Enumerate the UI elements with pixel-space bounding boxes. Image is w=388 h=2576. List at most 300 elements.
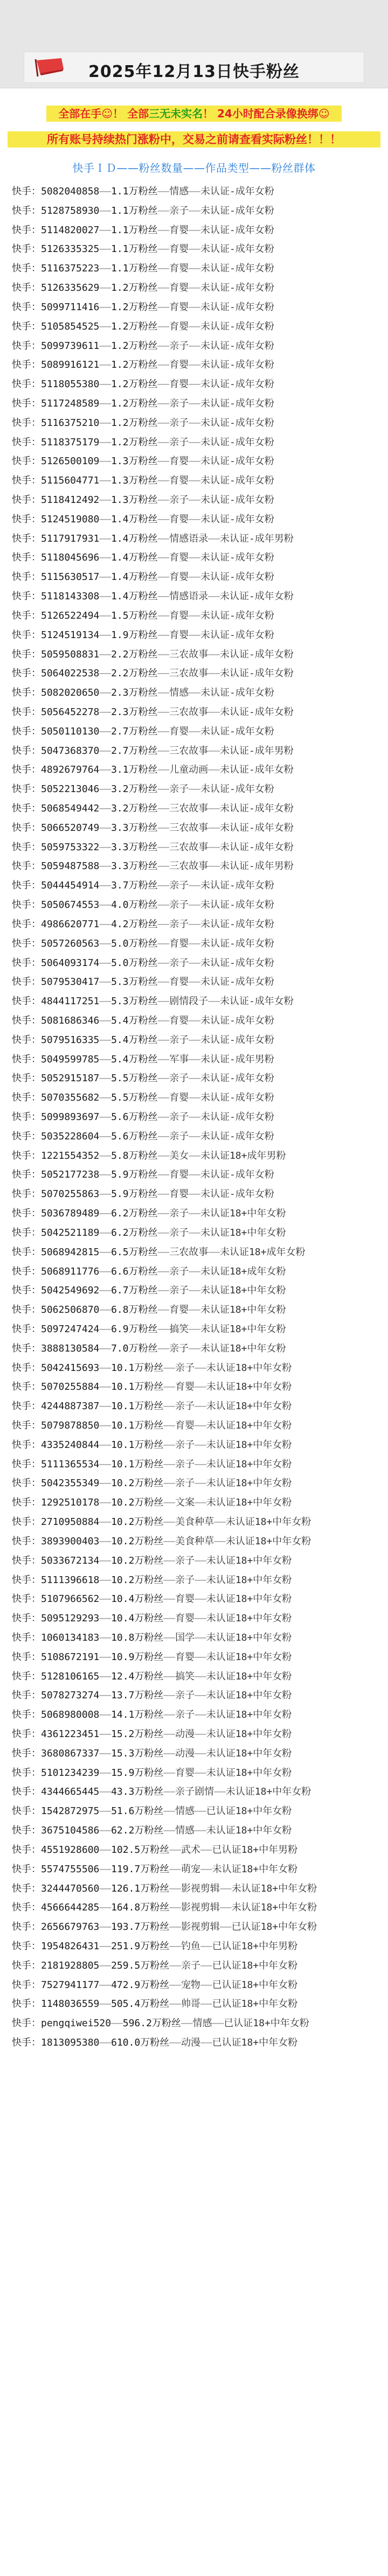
separator: ——	[99, 1304, 112, 1316]
fan-audience: 未认证-成年女粉	[200, 1034, 274, 1046]
fan-count: 119.7万粉丝	[111, 1863, 170, 1875]
row-label: 快手：	[12, 1555, 41, 1566]
separator: ——	[200, 1959, 212, 1971]
fan-count: 1.2万粉丝	[111, 436, 158, 448]
separator: ——	[157, 1169, 170, 1181]
separator: ——	[208, 745, 220, 757]
row-label: 快手：	[12, 1709, 41, 1721]
row-label: 快手：	[12, 841, 41, 853]
account-id: 5042355349	[41, 1478, 100, 1489]
fan-count: 1.4万粉丝	[111, 513, 158, 525]
content-type: 育婴	[169, 610, 189, 621]
account-id: 5574755506	[41, 1863, 100, 1875]
list-item	[12, 1416, 378, 1436]
account-id: 5052915187	[41, 1073, 100, 1084]
separator: ——	[157, 224, 170, 236]
separator: ——	[99, 841, 112, 853]
content-type: 亲子	[169, 1285, 189, 1297]
row-label: 快手：	[12, 1863, 41, 1875]
content-type: 育婴	[169, 243, 189, 255]
separator: ——	[99, 1921, 112, 1933]
separator: ——	[99, 1709, 112, 1721]
fan-audience: 未认证18+中年女粉	[212, 1863, 298, 1875]
content-type: 育婴	[169, 571, 189, 583]
fan-count: 259.5万粉丝	[111, 1959, 170, 1971]
list-item	[12, 1493, 378, 1513]
content-type: 育婴	[169, 475, 189, 487]
separator: ——	[163, 1401, 176, 1412]
fan-count: 193.7万粉丝	[111, 1921, 170, 1933]
separator: ——	[163, 1574, 176, 1586]
separator: ——	[189, 417, 200, 429]
separator: ——	[99, 1401, 112, 1412]
row-label: 快手：	[12, 1844, 41, 1856]
list-item	[12, 645, 378, 664]
content-type: 亲子	[169, 1227, 189, 1238]
account-id: 5107966562	[41, 1593, 100, 1605]
separator: ——	[195, 1439, 206, 1451]
row-label: 快手：	[12, 918, 41, 930]
content-type: 宠物	[181, 1979, 200, 1991]
fan-count: 6.6万粉丝	[111, 1265, 158, 1277]
row-label: 快手：	[12, 1053, 41, 1065]
list-item	[12, 1377, 378, 1397]
row-label: 快手：	[12, 976, 41, 988]
separator: ——	[163, 1535, 176, 1547]
separator: ——	[99, 996, 112, 1007]
fan-count: 164.8万粉丝	[111, 1902, 170, 1914]
row-label: 快手：	[12, 764, 41, 776]
fan-audience: 未认证-成年女粉	[200, 725, 274, 737]
fan-audience: 未认证-成年女粉	[200, 918, 274, 930]
separator: ——	[163, 1497, 176, 1509]
fan-count: 6.7万粉丝	[111, 1285, 158, 1297]
account-id: 5059508831	[41, 648, 100, 660]
fan-audience: 未认证-成年女粉	[200, 456, 274, 467]
list-item	[12, 1667, 378, 1686]
content-type: 三农故事	[169, 706, 209, 718]
content-type: 亲子	[175, 1458, 195, 1470]
list-item	[12, 433, 378, 452]
content-type: 亲子	[169, 340, 189, 352]
separator: ——	[157, 513, 170, 525]
fan-count: 10.2万粉丝	[111, 1478, 164, 1489]
separator: ——	[208, 996, 220, 1007]
separator: ——	[189, 436, 200, 448]
separator: ——	[195, 1709, 206, 1721]
separator: ——	[157, 475, 170, 487]
separator: ——	[99, 610, 112, 621]
content-type: 萌宠	[181, 1863, 200, 1875]
separator: ——	[189, 1014, 200, 1026]
content-type: 亲子	[169, 1034, 189, 1046]
content-type: 亲子	[169, 783, 189, 795]
separator: ——	[189, 1111, 200, 1123]
separator: ——	[157, 725, 170, 737]
row-label: 快手：	[12, 1169, 41, 1181]
separator: ——	[163, 1786, 176, 1798]
fan-count: 10.1万粉丝	[111, 1381, 164, 1393]
content-type: 亲子	[169, 436, 189, 448]
row-label: 快手：	[12, 1014, 41, 1026]
account-id: 4244887387	[41, 1401, 100, 1412]
account-id: 5111396618	[41, 1574, 100, 1586]
account-id: 5128106165	[41, 1670, 100, 1682]
content-type: 三农故事	[169, 822, 209, 834]
account-id: 5042549692	[41, 1285, 100, 1297]
fan-audience: 已认证18+中年女粉	[224, 2018, 309, 2029]
separator: ——	[157, 706, 170, 718]
fan-audience: 未认证-成年女粉	[200, 610, 274, 621]
account-id: 5033672134	[41, 1555, 100, 1566]
separator: ——	[99, 1073, 112, 1084]
account-id: 5079878850	[41, 1420, 100, 1431]
fan-count: 1.2万粉丝	[111, 340, 158, 352]
content-type: 情感语录	[169, 533, 209, 544]
fan-count: 15.2万粉丝	[111, 1728, 164, 1740]
account-id: 5099893697	[41, 1111, 100, 1123]
fan-count: 15.9万粉丝	[111, 1767, 164, 1779]
account-id: pengqiwei520	[41, 2018, 112, 2029]
separator: ——	[99, 1882, 112, 1894]
separator: ——	[157, 533, 170, 544]
fan-audience: 未认证18+中年女粉	[200, 1342, 286, 1354]
separator: ——	[195, 1670, 206, 1682]
list-item	[12, 1802, 378, 1821]
separator: ——	[195, 1401, 206, 1412]
fan-count: 5.0万粉丝	[111, 957, 158, 969]
fan-audience: 未认证18+成年女粉	[200, 1265, 286, 1277]
fan-audience: 未认证-成年女粉	[200, 957, 274, 969]
separator: ——	[99, 1825, 112, 1837]
row-label: 快手：	[12, 1227, 41, 1238]
fan-count: 1.4万粉丝	[111, 552, 158, 564]
separator: ——	[157, 1073, 170, 1084]
separator: ——	[163, 1728, 176, 1740]
row-label: 快手：	[12, 937, 41, 949]
separator: ——	[214, 1786, 226, 1798]
separator: ——	[99, 937, 112, 949]
row-label: 快手：	[12, 186, 41, 197]
fan-count: 1.2万粉丝	[111, 417, 158, 429]
fan-audience: 未认证18+中年女粉	[200, 1208, 286, 1220]
list-item	[12, 1050, 378, 1069]
row-label: 快手：	[12, 783, 41, 795]
fan-audience: 未认证-成年女粉	[200, 976, 274, 988]
separator: ——	[157, 629, 170, 641]
header-area	[0, 0, 388, 88]
fan-count: 1.3万粉丝	[111, 494, 158, 506]
row-label: 快手：	[12, 1362, 41, 1374]
separator: ——	[219, 1902, 232, 1914]
content-type: 亲子	[181, 1959, 200, 1971]
list-item	[12, 201, 378, 221]
list-item	[12, 568, 378, 587]
separator: ——	[189, 243, 200, 255]
separator: ——	[163, 1439, 176, 1451]
content-type: 儿童动画	[169, 764, 209, 776]
list-item	[12, 1976, 378, 1995]
separator: ——	[200, 1940, 212, 1952]
row-label: 快手：	[12, 1593, 41, 1605]
fan-count: 472.9万粉丝	[111, 1979, 170, 1991]
fan-count: 10.2万粉丝	[111, 1497, 164, 1509]
list-item	[12, 1165, 378, 1185]
separator: ——	[208, 841, 220, 853]
separator: ——	[99, 1265, 112, 1277]
fan-audience: 已认证18+中年女粉	[206, 1805, 292, 1817]
list-item	[12, 857, 378, 876]
row-label: 快手：	[12, 1265, 41, 1277]
separator: ——	[189, 725, 200, 737]
fan-count: 10.1万粉丝	[111, 1439, 164, 1451]
separator: ——	[214, 1516, 226, 1528]
fan-count: 1.9万粉丝	[111, 629, 158, 641]
fan-count: 10.2万粉丝	[111, 1555, 164, 1566]
fan-count: 3.1万粉丝	[111, 764, 158, 776]
separator: ——	[195, 1497, 206, 1509]
list-item	[12, 1551, 378, 1571]
content-type: 美女	[169, 1150, 189, 1161]
fan-audience: 未认证18+中年女粉	[200, 1304, 286, 1316]
content-type: 育婴	[169, 379, 189, 390]
fan-count: 1.4万粉丝	[111, 571, 158, 583]
separator: ——	[99, 860, 112, 872]
separator: ——	[99, 1651, 112, 1663]
fan-audience: 已认证18+中年女粉	[212, 1998, 298, 2010]
fan-count: 1.2万粉丝	[111, 359, 158, 371]
account-id: 5095129293	[41, 1613, 100, 1625]
fan-count: 1.1万粉丝	[111, 186, 158, 197]
fan-audience: 未认证-成年女粉	[219, 803, 294, 814]
row-label: 快手：	[12, 417, 41, 429]
fan-audience: 未认证-成年女粉	[200, 571, 274, 583]
account-id: 5068942815	[41, 1246, 100, 1258]
separator: ——	[212, 2018, 224, 2029]
account-id: 5035228604	[41, 1130, 100, 1142]
fan-count: 10.1万粉丝	[111, 1458, 164, 1470]
account-id: 5081686346	[41, 1014, 100, 1026]
separator: ——	[189, 1342, 200, 1354]
separator: ——	[195, 1362, 206, 1374]
list-item	[12, 1474, 378, 1493]
separator: ——	[189, 571, 200, 583]
list-item	[12, 278, 378, 298]
row-label: 快手：	[12, 1805, 41, 1817]
list-item	[12, 683, 378, 703]
separator: ——	[99, 1188, 112, 1200]
separator: ——	[157, 320, 170, 332]
fan-count: 3.7万粉丝	[111, 880, 158, 892]
list-item	[12, 1204, 378, 1223]
content-type: 育婴	[169, 1188, 189, 1200]
separator: ——	[163, 1362, 176, 1374]
separator: ——	[157, 456, 170, 467]
fan-count: 596.2万粉丝	[122, 2018, 181, 2029]
separator: ——	[99, 745, 112, 757]
content-type: 美食种草	[175, 1535, 214, 1547]
row-label: 快手：	[12, 1979, 41, 1991]
separator: ——	[195, 1690, 206, 1702]
content-type: 育婴	[169, 301, 189, 313]
fan-audience: 未认证18+中年女粉	[225, 1535, 311, 1547]
fan-count: 5.3万粉丝	[111, 996, 158, 1007]
separator: ——	[189, 494, 200, 506]
fan-count: 2.3万粉丝	[111, 687, 158, 699]
separator: ——	[157, 1092, 170, 1104]
fan-count: 10.2万粉丝	[111, 1516, 164, 1528]
account-id: 5052213046	[41, 783, 100, 795]
list-item	[12, 414, 378, 433]
separator: ——	[200, 1863, 212, 1875]
fan-audience: 未认证-成年女粉	[200, 937, 274, 949]
row-label: 快手：	[12, 320, 41, 332]
separator: ——	[163, 1613, 176, 1625]
separator: ——	[157, 860, 170, 872]
fan-audience: 未认证18+中年女粉	[206, 1767, 292, 1779]
separator: ——	[163, 1747, 176, 1759]
separator: ——	[99, 1053, 112, 1065]
content-type: 亲子	[169, 1342, 189, 1354]
separator: ——	[99, 417, 112, 429]
fan-count: 5.9万粉丝	[111, 1188, 158, 1200]
separator: ——	[99, 783, 112, 795]
separator: ——	[99, 629, 112, 641]
list-item	[12, 1069, 378, 1088]
account-id: 1148036559	[41, 1998, 100, 2010]
content-type: 亲子	[169, 205, 189, 216]
list-item	[12, 1513, 378, 1532]
fan-count: 51.6万粉丝	[111, 1805, 164, 1817]
list-item	[12, 1725, 378, 1744]
separator: ——	[208, 764, 220, 776]
separator: ——	[99, 494, 112, 506]
fan-audience: 未认证-成年女粉	[200, 687, 274, 699]
separator: ——	[99, 1574, 112, 1586]
separator: ——	[189, 475, 200, 487]
content-type: 亲子	[169, 417, 189, 429]
separator: ——	[169, 1882, 181, 1894]
fan-count: 5.9万粉丝	[111, 1169, 158, 1181]
separator: ——	[163, 1632, 176, 1643]
separator: ——	[208, 533, 220, 544]
separator: ——	[214, 1535, 226, 1547]
fan-count: 10.1万粉丝	[111, 1401, 164, 1412]
fan-count: 2.7万粉丝	[111, 745, 158, 757]
fan-audience: 未认证18+成年男粉	[200, 1150, 286, 1161]
separator: ——	[99, 1959, 112, 1971]
list-item	[12, 606, 378, 626]
row-label: 快手：	[12, 263, 41, 275]
separator: ——	[99, 1593, 112, 1605]
account-id: 5047368370	[41, 745, 100, 757]
list-item	[12, 1956, 378, 1976]
separator: ——	[189, 1053, 200, 1065]
content-type: 情感	[169, 687, 189, 699]
row-label: 快手：	[12, 1246, 41, 1258]
account-id: 5052177238	[41, 1169, 100, 1181]
fan-audience: 未认证-成年男粉	[200, 1053, 274, 1065]
separator: ——	[208, 648, 220, 660]
separator: ——	[99, 263, 112, 275]
row-label: 快手：	[12, 996, 41, 1007]
list-item	[12, 548, 378, 568]
separator: ——	[99, 957, 112, 969]
separator: ——	[99, 1342, 112, 1354]
list-item	[12, 1898, 378, 1917]
list-item	[12, 1281, 378, 1300]
content-type: 育婴	[169, 320, 189, 332]
separator: ——	[157, 186, 170, 197]
separator: ——	[99, 2037, 112, 2048]
list-item	[12, 818, 378, 838]
account-id: 4844117251	[41, 996, 100, 1007]
fan-audience: 未认证-成年女粉	[200, 243, 274, 255]
fan-count: 5.4万粉丝	[111, 1053, 158, 1065]
fan-count: 102.5万粉丝	[111, 1844, 170, 1856]
content-type: 育婴	[169, 513, 189, 525]
separator: ——	[99, 1458, 112, 1470]
separator: ——	[99, 1246, 112, 1258]
separator: ——	[99, 397, 112, 409]
content-type: 育婴	[169, 359, 189, 371]
content-type: 三农故事	[169, 860, 209, 872]
fan-audience: 未认证-成年女粉	[200, 629, 274, 641]
separator: ——	[99, 1613, 112, 1625]
fan-audience: 未认证-成年女粉	[219, 648, 294, 660]
account-id: 1954826431	[41, 1940, 100, 1952]
separator: ——	[189, 937, 200, 949]
fan-count: 10.1万粉丝	[111, 1420, 164, 1431]
separator: ——	[163, 1458, 176, 1470]
row-label: 快手：	[12, 1208, 41, 1220]
separator: ——	[189, 1130, 200, 1142]
separator: ——	[189, 880, 200, 892]
fan-count: 6.2万粉丝	[111, 1227, 158, 1238]
separator: ——	[99, 1786, 112, 1798]
row-label: 快手：	[12, 359, 41, 371]
separator: ——	[99, 1844, 112, 1856]
list-item	[12, 259, 378, 278]
list-item	[12, 1108, 378, 1127]
content-type: 育婴	[169, 976, 189, 988]
list-item	[12, 703, 378, 722]
separator: ——	[99, 224, 112, 236]
separator: ——	[163, 1420, 176, 1431]
fan-count: 1.1万粉丝	[111, 263, 158, 275]
account-id: 5044454914	[41, 880, 100, 892]
separator: ——	[189, 205, 200, 216]
separator: ——	[99, 1208, 112, 1220]
fan-count: 6.5万粉丝	[111, 1246, 158, 1258]
fan-audience: 未认证-成年女粉	[219, 668, 294, 680]
fan-count: 5.8万粉丝	[111, 1150, 158, 1161]
separator: ——	[99, 1497, 112, 1509]
page-title: 2025年12月13日快手粉丝	[88, 62, 300, 81]
account-id: 5079530417	[41, 976, 100, 988]
row-label: 快手：	[12, 725, 41, 737]
separator: ——	[99, 475, 112, 487]
content-type: 亲子剧情	[175, 1786, 214, 1798]
separator: ——	[163, 1690, 176, 1702]
separator: ——	[169, 2037, 181, 2048]
row-label: 快手：	[12, 1130, 41, 1142]
row-label: 快手：	[12, 1304, 41, 1316]
fan-audience: 未认证18+成年女粉	[219, 1246, 306, 1258]
separator: ——	[157, 745, 170, 757]
separator: ——	[189, 899, 200, 911]
separator: ——	[99, 1805, 112, 1817]
